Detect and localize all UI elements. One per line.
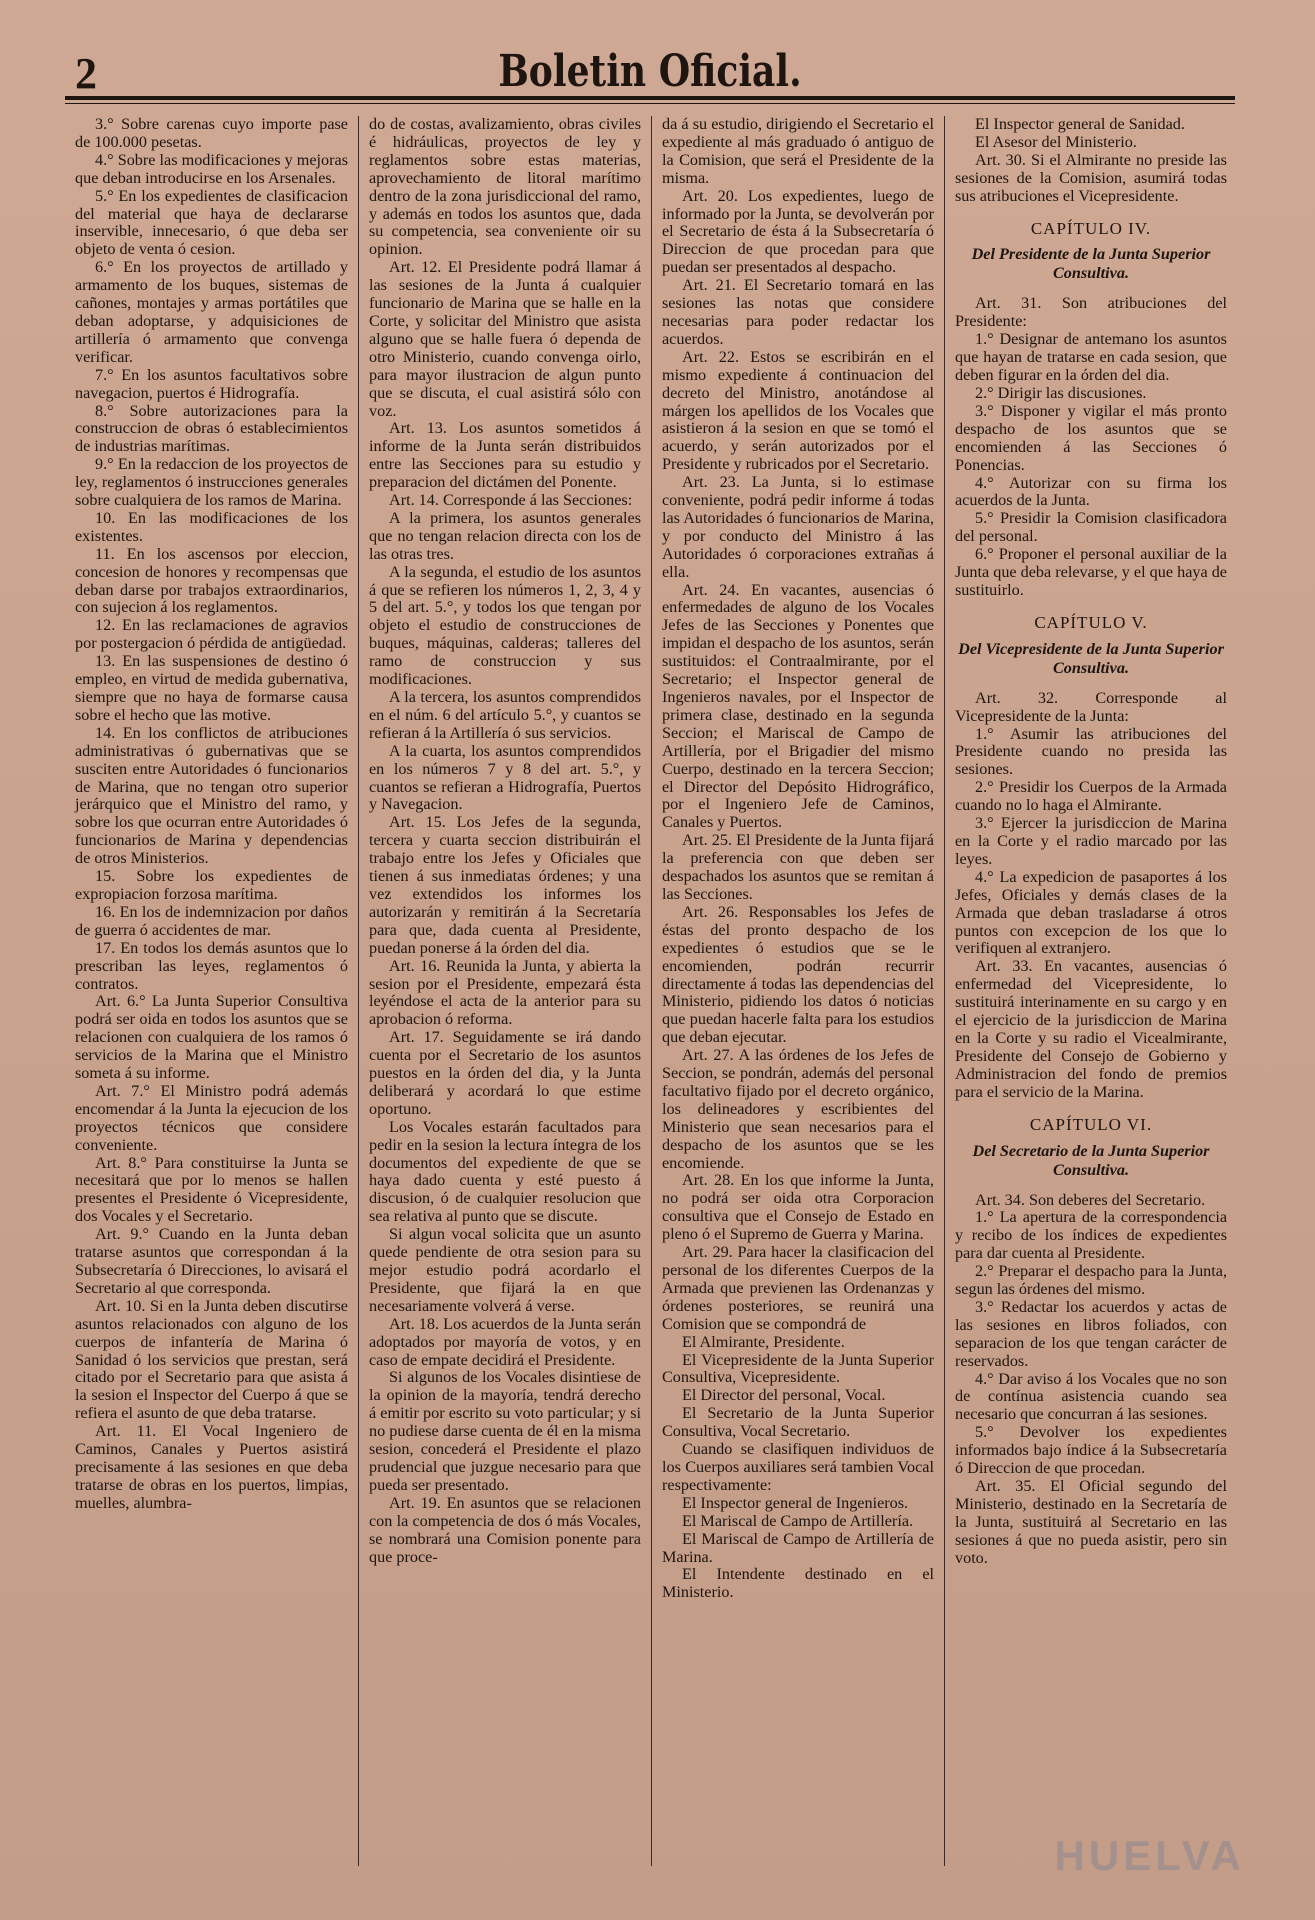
paragraph: 6.° En los proyectos de artillado y armamento de los buques, sistemas de cañones, montajes y armas portátiles que deban adoptarse, y adquisiciones de artillería ó armamento que convenga verificar.: [75, 258, 348, 366]
paragraph: do de costas, avalizamiento, obras civiles é hidráulicas, proyectos de ley y reglamentos sobre estas materias, aprovechamiento de litoral marítimo dentro de la zona jurisdiccional del ramo, y además en todos los asuntos que, dada su competencia, sea conveniente oir su opinion.: [369, 115, 641, 259]
chapter-heading: CAPÍTULO IV.: [1030, 218, 1152, 238]
paragraph: da á su estudio, dirigiendo el Secretario el expediente al más graduado ó antiguo de la Comision, que será el Presidente de la misma.: [662, 115, 934, 187]
paragraph: 8.° Sobre autorizaciones para la construccion de obras ó establecimientos de industrias marítimas.: [75, 401, 348, 456]
chapter-subtitle: Del Vicepresidente de la Junta Superior Consultiva.: [958, 639, 1224, 677]
header-rule: [65, 96, 1235, 100]
paragraph: Art. 28. En los que informe la Junta, no podrá ser oida otra Corporacion consultiva que el Consejo de Estado en pleno ó el Supremo de Guerra y Marina.: [662, 1171, 934, 1244]
paragraph: Art. 13. Los asuntos sometidos á informe de la Junta serán distribuidos entre las Secciones para su estudio y preparacion del dictámen del Ponente.: [369, 419, 641, 492]
column-4: [944, 116, 1237, 1866]
paragraph: Art. 9.° Cuando en la Junta deban tratarse asuntos que correspondan á la Subsecretaría ó Direcciones, lo avisará el Secretario al que corresponda.: [75, 1225, 348, 1297]
paragraph: 7.° En los asuntos facultativos sobre navegacion, puertos é Hidrografía.: [75, 365, 348, 402]
paragraph: Art. 15. Los Jefes de la segunda, tercera y cuarta seccion distribuirán el trabajo entre los Jefes y Oficiales que tienen á sus inmediatas órdenes; y una vez extendidos los informes los autorizarán y remitirán á la Secretaría para que, dada cuenta al Presidente, puedan ponerse á la órden del dia.: [369, 813, 641, 957]
paragraph: Art. 35. El Oficial segundo del Ministerio, destinado en la Secretaría de la Junta, sustituirá al Secretario en las sesiones á que no pueda asistir, pero sin voto.: [955, 1477, 1227, 1567]
paragraph: 3.° Sobre carenas cuyo importe pase de 100.000 pesetas.: [75, 115, 348, 151]
paragraph: 3.° Disponer y vigilar el más pronto despacho de los asuntos que se encomienden á las Secciones ó Ponencias.: [955, 401, 1227, 474]
paragraph: Art. 17. Seguidamente se irá dando cuenta por el Secretario de los asuntos puestos en la órden del dia, y la Junta deliberará y acordará lo que estime oportuno.: [369, 1028, 641, 1118]
paragraph: Art. 22. Estos se escribirán en el mismo expediente á continuacion del decreto del Ministro, anotándose al márgen los apellidos de los Vocales que asistieron á la sesion en que se tomó el acuerdo, y serán autorizados por el Presidente y rubricados por el Secretario.: [662, 347, 934, 474]
paragraph: 16. En los de indemnizacion por daños de guerra ó accidentes de mar.: [75, 902, 348, 939]
column-3: [651, 116, 944, 1866]
paragraph: 17. En todos los demás asuntos que lo prescriban las leyes, reglamentos ó contratos.: [75, 938, 348, 993]
paragraph: A la primera, los asuntos generales que no tengan relacion directa con los de las otras tres.: [369, 508, 641, 563]
paragraph: El Director del personal, Vocal.: [682, 1386, 886, 1405]
page-header: [60, 40, 1240, 102]
paragraph: Art. 8.° Para constituirse la Junta se necesitará que por lo menos se hallen presentes el Presidente ó Vicepresidente, dos Vocales y el Secretario.: [75, 1153, 348, 1226]
paragraph: 1.° Asumir las atribuciones del Presidente cuando no presida las sesiones.: [955, 724, 1227, 779]
paragraph: A la cuarta, los asuntos comprendidos en los números 7 y 8 del art. 5.°, y cuantos se refieran a Hidrografía, Puertos y Navegacion.: [369, 741, 641, 814]
paragraph: El Secretario de la Junta Superior Consultiva, Vocal Secretario.: [662, 1404, 934, 1441]
paragraph: Art. 11. El Vocal Ingeniero de Caminos, Canales y Puertos asistirá precisamente á las sesiones en que deba tratarse de obras en los puertos, limpias, muelles, alumbra-: [75, 1422, 348, 1512]
paragraph: 9.° En la redaccion de los proyectos de ley, reglamentos ó instrucciones generales sobre cualquiera de los ramos de Marina.: [75, 455, 348, 510]
paragraph: Art. 7.° El Ministro podrá además encomendar á la Junta la ejecucion de los proyectos técnicos que considere conveniente.: [75, 1081, 348, 1154]
paragraph: 11. En los ascensos por eleccion, concesion de honores y recompensas que deban darse por trabajos extraordinarios, con sujecion á los reglamentos.: [75, 544, 348, 617]
chapter-subtitle: Del Presidente de la Junta Superior Consultiva.: [971, 245, 1211, 283]
header-rule-thin: [65, 103, 1235, 104]
paragraph: 4.° Sobre las modificaciones y mejoras que deban introducirse en los Arsenales.: [75, 150, 348, 187]
paragraph: El Intendente destinado en el Ministerio.: [662, 1565, 934, 1602]
paragraph: 10. En las modificaciones de los existentes.: [75, 508, 348, 545]
paragraph: El Mariscal de Campo de Artillería.: [682, 1511, 914, 1530]
paragraph: El Vicepresidente de la Junta Superior Consultiva, Vicepresidente.: [662, 1350, 934, 1387]
paragraph: Art. 31. Son atribuciones del Presidente:: [955, 294, 1227, 331]
paragraph: Art. 29. Para hacer la clasificacion del personal de los diferentes Cuerpos de la Armada que previenen las Ordenanzas y órdenes posteriores, se reunirá una Comision que se compondrá de: [662, 1243, 934, 1333]
paragraph: 4.° Autorizar con su firma los acuerdos de la Junta.: [955, 473, 1227, 510]
column-2: [358, 116, 651, 1866]
paragraph: A la segunda, el estudio de los asuntos á que se refieren los números 1, 2, 3, 4 y 5 del art. 5.°, y todos los que tengan por objeto el estudio de construcciones de buques, máquinas, calderas; talleres del ramo de construccion y sus modificaciones.: [369, 562, 641, 689]
paragraph: Art. 16. Reunida la Junta, y abierta la sesion por el Presidente, empezará ésta leyéndose el acta de la anterior para su aprobacion ó reforma.: [369, 956, 641, 1029]
paragraph: El Mariscal de Campo de Artillería de Marina.: [662, 1529, 934, 1566]
paragraph: 14. En los conflictos de atribuciones administrativas ó gubernativas que se susciten entre Autoridades ó funcionarios de Marina, que no tengan otro superior jerárquico que el Ministro del ramo, y sobre los que ocurran entre Autoridades ó funcionarios de Marina y dependencias de otros Ministerios.: [75, 723, 348, 868]
paragraph: 3.° Redactar los acuerdos y actas de las sesiones en libros foliados, con separacion de los que tengan carácter de reservados.: [955, 1297, 1227, 1370]
paragraph: Art. 32. Corresponde al Vicepresidente de la Junta:: [955, 688, 1227, 725]
paragraph: Art. 6.° La Junta Superior Consultiva podrá ser oida en todos los asuntos que se relacionen con cualquiera de los ramos ó servicios de la Marina que el Ministro someta á su informe.: [75, 992, 348, 1083]
paragraph: Art. 27. A las órdenes de los Jefes de Seccion, se pondrán, además del personal facultativo fijado por el decreto orgánico, los delineadores y escribientes del Ministerio que sean necesarios para el despacho de los asuntos que se les encomiende.: [662, 1046, 934, 1172]
page-number: 2: [75, 49, 97, 98]
paragraph: Art. 23. La Junta, si lo estimase conveniente, podrá pedir informe á todas las Autoridades ó funcionarios de Marina, y por conducto del Ministro á las Autoridades ó corporaciones extrañas á ella.: [662, 473, 934, 581]
paragraph: Art. 24. En vacantes, ausencias ó enfermedades de alguno de los Vocales Jefes de las Secciones y Ponentes que impidan el despacho de los asuntos, serán sustituidos: el Contraalmirante, por el Secretario; el Inspector general de Ingenieros navales, por el Inspector de primera clase, destinado en la segunda Seccion; el Mariscal de Campo de Artillería, por el Brigadier del mismo Cuerpo, destinado en la tercera Seccion; el Director del Depósito Hidrográfico, por el Ingeniero Jefe de Caminos, Canales y Puertos.: [662, 580, 934, 832]
paragraph: 4.° Dar aviso á los Vocales que no son de contínua asistencia cuando sea necesario que concurran á las sesiones.: [955, 1369, 1227, 1424]
paragraph: 15. Sobre los expedientes de expropiacion forzosa marítima.: [75, 867, 348, 903]
paragraph: 13. En las suspensiones de destino ó empleo, en virtud de medida gubernativa, siempre que no haya de formarse causa sobre el hecho que las motive.: [75, 652, 348, 724]
paragraph: El Almirante, Presidente.: [682, 1332, 845, 1351]
paragraph: 1.° Designar de antemano los asuntos que hayan de tratarse en cada sesion, que deben figurar en la órden del dia.: [955, 330, 1227, 385]
paragraph: Art. 19. En asuntos que se relacionen con la competencia de dos ó más Vocales, se nombrará una Comision ponente para que proce-: [369, 1493, 641, 1566]
paragraph: El Inspector general de Sanidad.: [975, 115, 1185, 133]
newspaper-title: Boletin Oficial.: [498, 46, 802, 97]
paragraph: 2.° Dirigir las discusiones.: [975, 383, 1147, 402]
paragraph: Si algun vocal solicita que un asunto quede pendiente de otra sesion para su mejor estudio podrá acordarlo el Presidente, que fijará la en que necesariamente volverá á verse.: [369, 1225, 641, 1315]
paragraph: Art. 30. Si el Almirante no preside las sesiones de la Comision, asumirá todas sus atribuciones el Vicepresidente.: [955, 150, 1227, 205]
paragraph: 5.° En los expedientes de clasificacion del material que haya de declararse inservible, innecesario, ó que deba ser objeto de venta ó cesion.: [75, 186, 348, 259]
paragraph: 3.° Ejercer la jurisdiccion de Marina en la Corte y el radio marcado por las leyes.: [955, 814, 1227, 868]
paragraph: 12. En las reclamaciones de agravios por postergacion ó pérdida de antigüedad.: [75, 616, 348, 653]
paragraph: Cuando se clasifiquen individuos de los Cuerpos auxiliares será tambien Vocal respectivamente:: [662, 1440, 934, 1494]
paragraph: 5.° Presidir la Comision clasificadora del personal.: [955, 509, 1227, 546]
paragraph: El Asesor del Ministerio.: [975, 132, 1137, 151]
paragraph: 2.° Preparar el despacho para la Junta, segun las órdenes del mismo.: [955, 1262, 1227, 1299]
paragraph: Art. 20. Los expedientes, luego de informado por la Junta, se devolverán por el Secretario de ésta á la Subsecretaría ó Direccion de que procedan para que puedan ser presentados al despacho.: [662, 186, 934, 277]
paragraph: Art. 10. Si en la Junta deben discutirse asuntos relacionados con alguno de los cuerpos de infantería de Marina ó Sanidad ó los servicios que prestan, será citado por el Secretario para que asista á la sesion el Inspector del Cuerpo á que se refiera el asunto de que deba tratarse.: [75, 1296, 348, 1423]
paragraph: Art. 14. Corresponde á las Secciones:: [389, 491, 633, 510]
text-columns: [65, 116, 1237, 1866]
paragraph: Art. 26. Responsables los Jefes de éstas del pronto despacho de los expedientes ó estudios que se le encomienden, podrán recurrir directamente á todas las dependencias del Ministerio, pidiendo los datos ó noticias que puedan hacerle falta para los estudios que deban ejecutar.: [662, 902, 934, 1047]
paragraph: Art. 21. El Secretario tomará en las sesiones las notas que considere necesarias para poder redactar los acuerdos.: [662, 276, 934, 348]
paragraph: 4.° La expedicion de pasaportes á los Jefes, Oficiales y demás clases de la Armada que deban trasladarse á otros puntos con excepcion de los que lo verifiquen al extranjero.: [955, 867, 1227, 958]
paragraph: 2.° Presidir los Cuerpos de la Armada cuando no lo haga el Almirante.: [955, 778, 1227, 815]
paragraph: Art. 25. El Presidente de la Junta fijará la preferencia con que deben ser despachados los asuntos que se remitan á las Secciones.: [662, 831, 934, 903]
paragraph: Los Vocales estarán facultados para pedir en la sesion la lectura íntegra de los documentos del expediente de que se haya dado cuenta y esté puesto á discusion, ó de cualquier resolucion que sea relativa al punto que se discute.: [369, 1117, 641, 1226]
chapter-heading: CAPÍTULO V.: [1034, 612, 1148, 632]
paragraph: Si algunos de los Vocales disintiese de la opinion de la mayoría, tendrá derecho á emitir por escrito su voto particular; y si no pudiese darse cuenta de él en la misma sesion, concederá el Presidente el plazo prudencial que juzgue necesario para que pueda ser presentado.: [369, 1368, 641, 1494]
paragraph: Art. 18. Los acuerdos de la Junta serán adoptados por mayoría de votos, y en caso de empate decidirá el Presidente.: [369, 1314, 641, 1369]
chapter-subtitle: Del Secretario de la Junta Superior Consultiva.: [972, 1141, 1210, 1179]
paragraph: 1.° La apertura de la correspondencia y recibo de los índices de expedientes para dar cuenta al Presidente.: [955, 1208, 1227, 1263]
paragraph: 6.° Proponer el personal auxiliar de la Junta que deba relevarse, y el que haya de sustituirlo.: [955, 545, 1227, 599]
chapter-heading: CAPÍTULO VI.: [1029, 1114, 1153, 1134]
paragraph: 5.° Devolver los expedientes informados bajo índice á la Subsecretaría ó Direccion de que procedan.: [955, 1423, 1227, 1478]
paragraph: Art. 33. En vacantes, ausencias ó enfermedad del Vicepresidente, lo sustituirá interinamente en su cargo y en el ejercicio de la jurisdiccion de Marina en la Corte y su radio el Vicealmirante, Presidente del Consejo de Gobierno y Administracion del fondo de premios para el servicio de la Marina.: [955, 957, 1227, 1101]
paragraph: A la tercera, los asuntos comprendidos en el núm. 6 del artículo 5.°, y cuantos se refieran á la Artillería ó sus servicios.: [369, 688, 641, 742]
paragraph: El Inspector general de Ingenieros.: [682, 1493, 909, 1512]
paragraph: Art. 34. Son deberes del Secretario.: [975, 1190, 1206, 1209]
paragraph: Art. 12. El Presidente podrá llamar á las sesiones de la Junta á cualquier funcionario de Marina que se halle en la Corte, y solicitar del Ministro que asista alguno que se halle fuera ó dependa de otro Ministerio, cuando convenga oirlo, para mayor ilustracion de algun punto que se discuta, el cual asistirá sólo con voz.: [369, 258, 641, 420]
column-1: [65, 116, 358, 1866]
library-watermark: HUELVA: [1054, 1832, 1245, 1879]
